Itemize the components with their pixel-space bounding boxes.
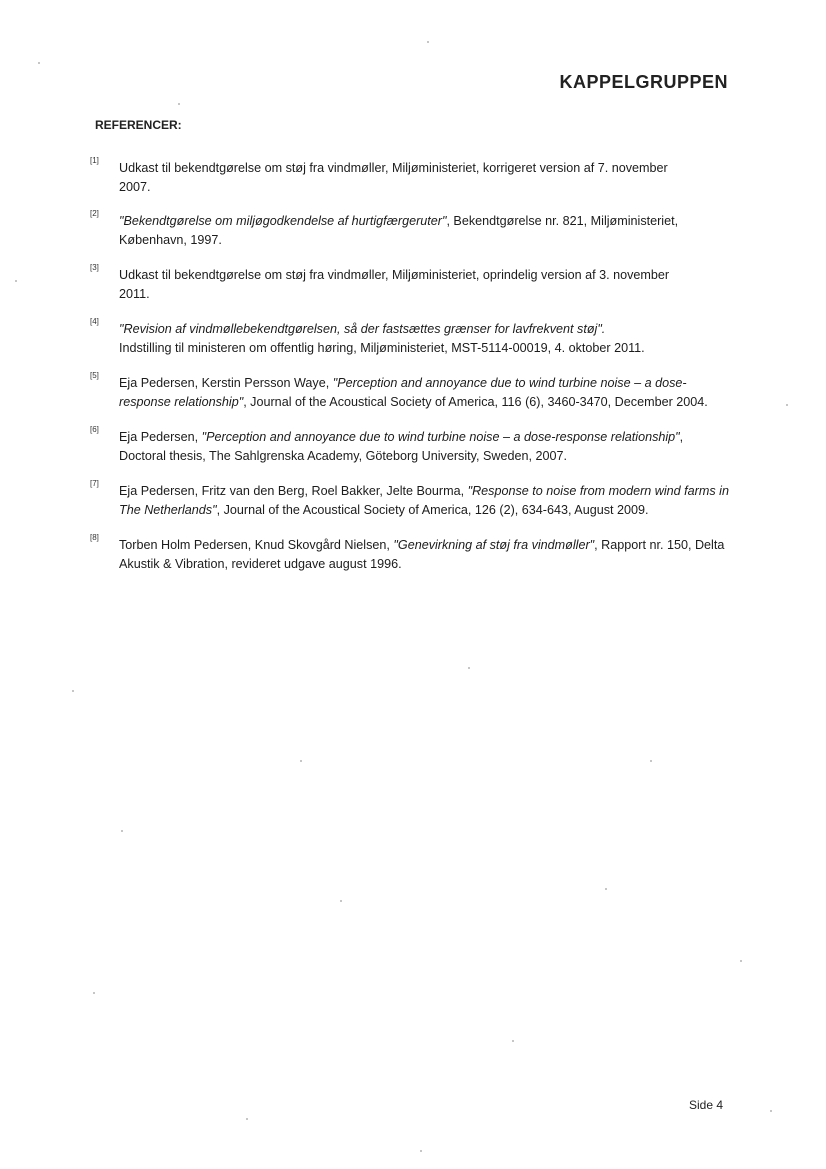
reference-text [119, 482, 731, 520]
reference-number: [2] [90, 209, 99, 218]
reference-number: [8] [90, 533, 99, 542]
reference-title: "Perception and annoyance due to wind turbine noise – a dose-response relationship" [119, 376, 687, 409]
reference-title: "Perception and annoyance due to wind turbine noise – a dose-response relationship" [201, 430, 680, 444]
reference-text [119, 374, 731, 412]
reference-number: [4] [90, 317, 99, 326]
reference-lead: Eja Pedersen, [119, 430, 202, 444]
reference-tail: 2007. [119, 180, 151, 194]
reference-number: [7] [90, 479, 99, 488]
reference-tail: , Doctoral thesis, The Sahlgrenska Academy, Göteborg University, Sweden, 2007. [119, 430, 684, 463]
reference-tail: Indstilling til ministeren om offentlig høring, Miljøministeriet, MST-5114-00019, 4. oktober 2011. [119, 341, 645, 355]
page-number: Side 4 [689, 1098, 724, 1112]
reference-title: "Genevirkning af støj fra vindmøller" [393, 538, 595, 552]
reference-title: "Bekendtgørelse om miljøgodkendelse af hurtigfærgeruter" [119, 214, 447, 228]
reference-lead: Udkast til bekendtgørelse om støj fra vindmøller, Miljøministeriet, oprindelig version af 3. november [119, 268, 670, 282]
reference-text [119, 266, 731, 304]
reference-text [119, 536, 731, 574]
section-title: REFERENCER: [95, 118, 182, 132]
reference-text [119, 428, 731, 466]
reference-lead: Udkast til bekendtgørelse om støj fra vindmøller, Miljøministeriet, korrigeret version af 7. november [119, 161, 668, 175]
reference-tail: , Journal of the Acoustical Society of America, 116 (6), 3460-3470, December 2004. [243, 395, 708, 409]
reference-text [119, 320, 731, 358]
reference-lead: Torben Holm Pedersen, Knud Skovgård Nielsen, [119, 538, 394, 552]
reference-number: [5] [90, 371, 99, 380]
reference-number: [1] [90, 156, 99, 165]
reference-text [119, 159, 731, 197]
company-brand: KAPPELGRUPPEN [559, 72, 728, 92]
reference-number: [6] [90, 425, 99, 434]
reference-tail: 2011. [119, 287, 150, 301]
reference-lead: Eja Pedersen, Kerstin Persson Waye, [119, 376, 333, 390]
reference-tail: , Bekendtgørelse nr. 821, Miljøministeriet, København, 1997. [119, 214, 679, 247]
reference-title: "Revision af vindmøllebekendtgørelsen, så der fastsættes grænser for lavfrekvent støj". [119, 322, 606, 336]
reference-tail: , Journal of the Acoustical Society of America, 126 (2), 634-643, August 2009. [216, 503, 649, 517]
reference-text [119, 212, 731, 250]
reference-tail: , Rapport nr. 150, Delta Akustik & Vibration, revideret udgave august 1996. [119, 538, 725, 571]
reference-title: "Response to noise from modern wind farms in The Netherlands" [119, 484, 729, 517]
reference-number: [3] [90, 263, 99, 272]
reference-lead: Eja Pedersen, Fritz van den Berg, Roel Bakker, Jelte Bourma, [119, 484, 468, 498]
